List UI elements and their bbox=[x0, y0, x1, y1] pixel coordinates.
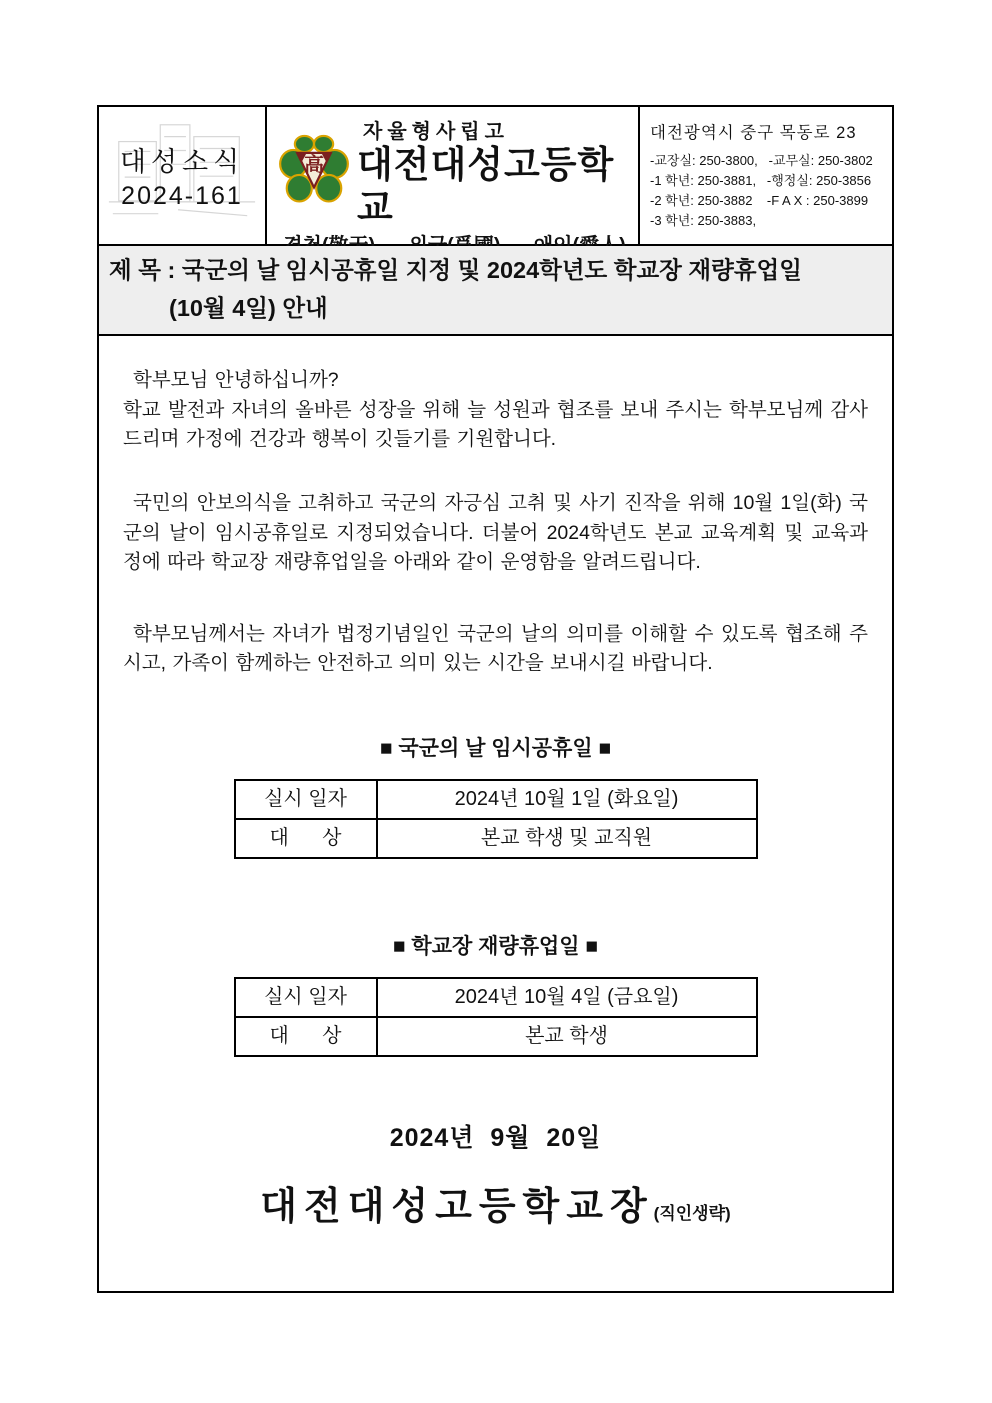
letterhead bbox=[99, 107, 892, 246]
phone-line: -교장실: 250-3800, -교무실: 250-3802 bbox=[650, 153, 873, 168]
signer-name: 대전대성고등학교장 bbox=[260, 1185, 654, 1228]
notice-body bbox=[99, 336, 892, 1291]
paragraph-thanks: 학교 발전과 자녀의 올바른 성장을 위해 늘 성원과 협조를 보내 주시는 학부모님께 감사드리며 가정에 건강과 행복이 깃들기를 기원합니다. bbox=[123, 398, 868, 451]
notice-title-line1: 제 목 : 국군의 날 임시공휴일 지정 및 2024학년도 학교장 재량휴업일 bbox=[109, 257, 802, 284]
phone-line: -3 학년: 250-3883, bbox=[650, 213, 757, 229]
row-value: 2024년 10월 1일 (화요일) bbox=[377, 780, 757, 819]
notice-title-bar bbox=[99, 246, 892, 336]
notice-sheet bbox=[97, 105, 894, 1293]
table-row bbox=[235, 780, 757, 819]
paragraph-request: 학부모님께서는 자녀가 법정기념일인 국군의 날의 의미를 이해할 수 있도록 협조해 주시고, 가족이 함께하는 안전하고 의미 있는 시간을 보내시길 바랍니다. bbox=[123, 622, 868, 675]
table-row bbox=[235, 819, 757, 858]
signature-line bbox=[123, 1179, 868, 1237]
svg-text:高: 高 bbox=[304, 154, 324, 177]
issue-date: 2024년 9월 20일 bbox=[389, 1123, 602, 1152]
section-title: ■ 국군의 날 임시공휴일 ■ bbox=[379, 737, 612, 760]
school-address: 대전광역시 중구 목동로 23 bbox=[650, 124, 857, 142]
row-value: 본교 학생 bbox=[377, 1017, 757, 1056]
contact-info bbox=[640, 107, 892, 244]
section-temporary-holiday bbox=[123, 733, 868, 859]
row-label: 실시 일자 bbox=[235, 978, 377, 1017]
school-type-label: 자율형사립고 bbox=[363, 121, 509, 143]
newsletter-box bbox=[99, 107, 267, 244]
phone-line: -1 학년: 250-3881, -행정실: 250-3856 bbox=[650, 173, 872, 189]
holiday-info-table bbox=[234, 779, 758, 859]
row-label: 실시 일자 bbox=[235, 780, 377, 819]
paragraph-holiday-designation: 국민의 안보의식을 고취하고 국군의 자긍심 고취 및 사기 진작을 위해 10월 1일(화) 국군의 날이 임시공휴일로 지정되었습니다. 더불어 2024학년도 본교 교육계획 및 교육과정에 따라 학교장 재량휴업일을 아래와 같이 운영함을 알려드립니다. bbox=[123, 491, 868, 574]
school-logo-icon bbox=[277, 133, 351, 211]
greeting-line: 학부모님 안녕하십니까? bbox=[133, 369, 339, 391]
day-off-info-table bbox=[234, 977, 758, 1057]
row-value: 2024년 10월 4일 (금요일) bbox=[377, 978, 757, 1017]
school-name: 대전대성고등학교 bbox=[357, 144, 615, 228]
section-title: ■ 학교장 재량휴업일 ■ bbox=[392, 934, 599, 958]
school-identity bbox=[267, 107, 640, 244]
notice-title-line2: (10월 4일) 안내 bbox=[169, 295, 328, 321]
stamp-omitted-note: (직인생략) bbox=[653, 1203, 731, 1223]
row-label: 대 상 bbox=[235, 1017, 377, 1056]
row-label: 대 상 bbox=[235, 819, 377, 858]
row-value: 본교 학생 및 교직원 bbox=[377, 819, 757, 858]
newsletter-title: 대성소식 bbox=[119, 147, 245, 177]
newsletter-issue-number: 2024-161 bbox=[121, 182, 243, 210]
table-row bbox=[235, 978, 757, 1017]
section-discretionary-day-off bbox=[123, 931, 868, 1057]
phone-line: -2 학년: 250-3882 -F A X : 250-3899 bbox=[650, 193, 869, 209]
table-row bbox=[235, 1017, 757, 1056]
